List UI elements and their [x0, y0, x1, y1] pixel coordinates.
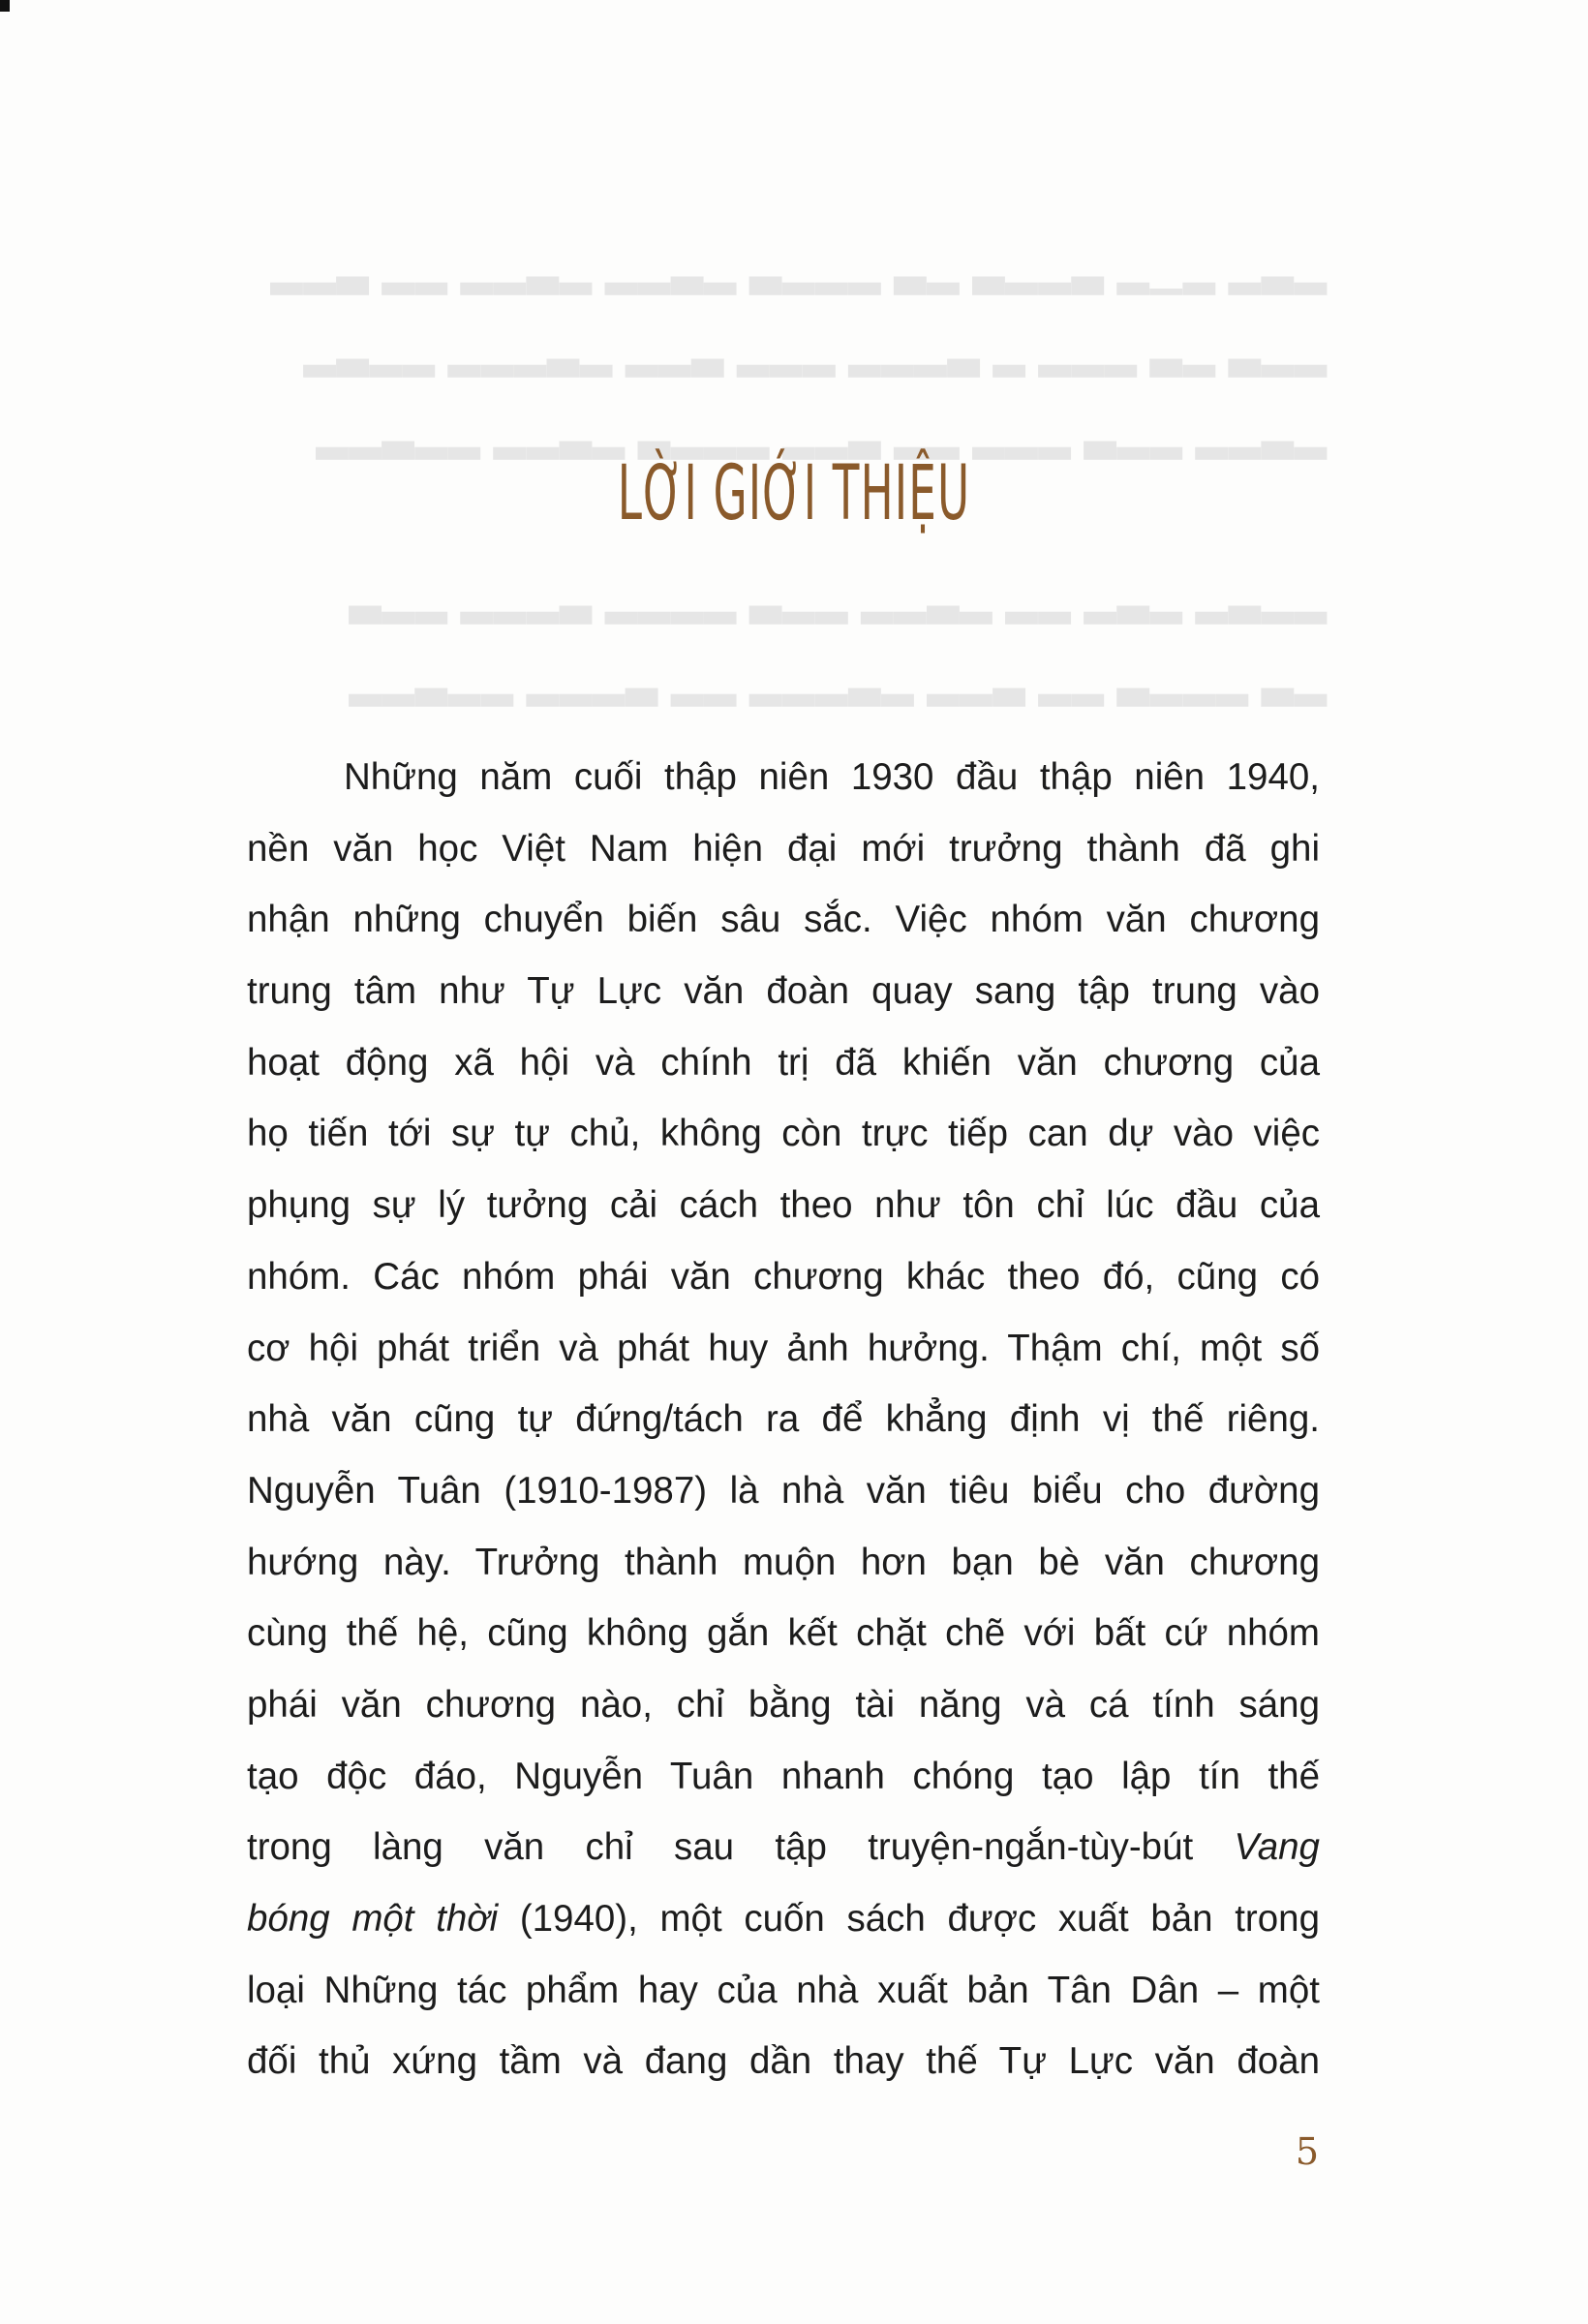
show-through-texture: ▂▃▂ ▂▁▂ ▃▂▂▃ ▂▃ ▂▂▂▃ ▂▃▂▂ ▂▃▂▂ ▂▂ ▃▂▂	[269, 248, 1327, 294]
show-through-texture: ▂▃ ▂▂▂▃ ▂▂ ▃▂▂ ▂▃▂▂▂ ▂▂ ▃▂▂▂ ▂▂▃▂▂	[348, 659, 1327, 706]
text-line: nhà văn cũng tự đứng/tách ra để khẳng định vị thế riêng.	[247, 1398, 1320, 1441]
text-line: loại Những tác phẩm hay của nhà xuất bản Tân Dân – một	[247, 1969, 1320, 2011]
page-title: LỜI GIỚI THIỆU	[617, 450, 971, 537]
text-line: phái văn chương nào, chỉ bằng tài năng và cá tính sáng	[247, 1683, 1320, 1726]
scan-corner-mark	[0, 0, 10, 12]
text-line: nền văn học Việt Nam hiện đại mới trưởng thành đã ghi	[247, 827, 1320, 870]
text-line: Nguyễn Tuân (1910-1987) là nhà văn tiêu biểu cho đường	[247, 1469, 1320, 1512]
book-title-italic: Vang	[1234, 1826, 1320, 1869]
show-through-texture: ▂▂▃ ▂▃ ▂▂▂ ▂ ▃▂▂▂ ▂▂▂ ▃▂▂ ▂▃▂▂▂ ▂▂▃▂	[302, 330, 1327, 377]
book-title-italic: bóng một thời	[247, 1898, 499, 1940]
text-line: cùng thế hệ, cũng không gắn kết chặt chẽ với bất cứ nhóm	[247, 1612, 1320, 1655]
text-line: cơ hội phát triển và phát huy ảnh hưởng. Thậm chí, một số	[247, 1327, 1320, 1369]
text-segment: trong làng văn chỉ sau tập truyện-ngắn-tùy-bút	[247, 1826, 1194, 1869]
text-segment: (1940), một cuốn sách được xuất bản trong	[519, 1898, 1320, 1940]
text-line: Những năm cuối thập niên 1930 đầu thập niên 1940,	[344, 756, 1320, 798]
text-line: hoạt động xã hội và chính trị đã khiến văn chương của	[247, 1041, 1320, 1084]
show-through-texture: ▂▂▃▂ ▂▃▂ ▂▂ ▂▃▂▂ ▂▂▃ ▂▂▂▂ ▃▂▂▂ ▂▂▃	[348, 577, 1327, 624]
text-line: tạo độc đáo, Nguyễn Tuân nhanh chóng tạo lập tín thế	[247, 1755, 1320, 1797]
text-line: họ tiến tới sự tự chủ, không còn trực tiếp can dự vào việc	[247, 1113, 1320, 1155]
show-through-texture: ▂▃▂▂ ▂▂▃ ▂▂▂ ▂▂ ▃▂▂ ▂▂▂▃ ▂▃▂▂ ▂▂▃▂▂	[315, 413, 1327, 459]
text-line: trung tâm như Tự Lực văn đoàn quay sang tập trung vào	[247, 970, 1320, 1013]
text-line-with-title	[247, 1883, 1320, 1955]
text-line: nhóm. Các nhóm phái văn chương khác theo đó, cũng có	[247, 1255, 1320, 1298]
text-line: phụng sự lý tưởng cải cách theo như tôn chỉ lúc đầu của	[247, 1184, 1320, 1227]
text-line: hướng này. Trưởng thành muộn hơn bạn bè văn chương	[247, 1541, 1320, 1583]
page-number: 5	[1295, 2130, 1319, 2173]
text-line-with-title	[247, 1812, 1320, 1883]
text-line: nhận những chuyển biến sâu sắc. Việc nhóm văn chương	[247, 899, 1320, 941]
body-text	[247, 742, 1320, 2097]
text-line: đối thủ xứng tầm và đang dần thay thế Tự Lực văn đoàn	[247, 2040, 1320, 2083]
